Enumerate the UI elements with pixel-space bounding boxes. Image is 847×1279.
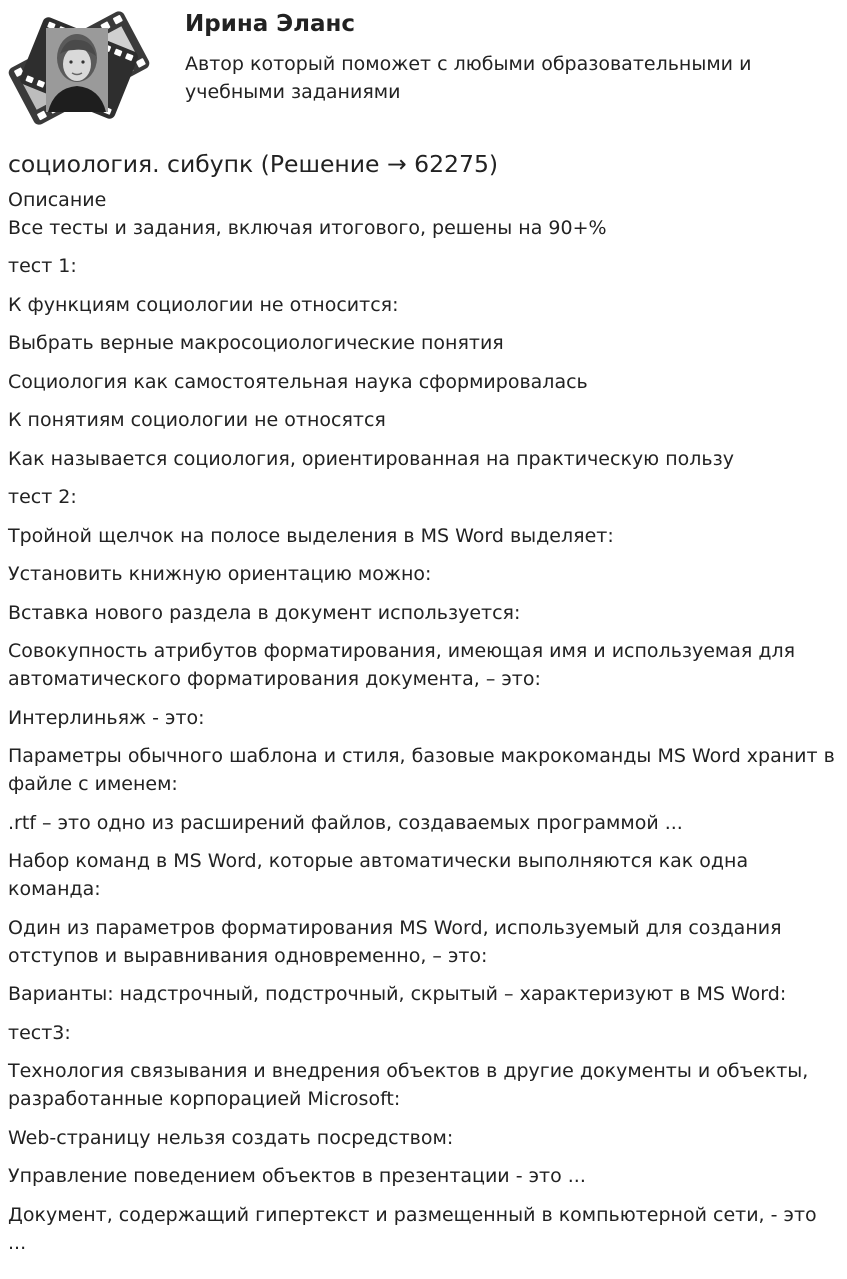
content-line: К функциям социологии не относится: xyxy=(8,293,399,316)
content-line: Один из параметров форматирования MS Word, используемый для создания отступов и выравнивания одновременно, – это: xyxy=(8,916,782,967)
film-strip-portrait-icon[interactable] xyxy=(8,8,150,128)
content-line: тест3: xyxy=(8,1021,71,1044)
content-line: Web-страницу нельзя создать посредством: xyxy=(8,1126,454,1149)
content-line: Документ, содержащий гипертекст и размещенный в компьютерной сети, - это ... xyxy=(8,1203,817,1254)
content-line: Вставка нового раздела в документ используется: xyxy=(8,601,521,624)
content-line: Технология связывания и внедрения объектов в другие документы и объекты, разработанные корпорацией Microsoft: xyxy=(8,1060,809,1110)
content-line: Как называется социология, ориентированная на практическую пользу xyxy=(8,447,734,470)
author-name[interactable]: Ирина Эланс xyxy=(185,11,356,37)
content-line: К понятиям социологии не относятся xyxy=(8,409,386,431)
content-list xyxy=(8,252,840,1257)
content-line: тест 1: xyxy=(8,255,77,277)
content-line: Управление поведением объектов в презентации - это ... xyxy=(8,1165,586,1187)
author-description: Автор который поможет с любыми образовательными и учебными заданиями xyxy=(185,53,752,103)
main-content xyxy=(8,147,840,1267)
content-line: Социология как самостоятельная наука сформировалась xyxy=(8,370,588,393)
content-line: Интерлиньяж - это: xyxy=(8,706,205,729)
content-line: Совокупность атрибутов форматирования, имеющая имя и используемая для автоматического форматирования документа, – это: xyxy=(8,640,796,690)
content-line: Набор команд в MS Word, которые автоматически выполняются как одна команда: xyxy=(8,850,749,900)
author-header xyxy=(0,0,847,135)
content-line: Выбрать верные макросоциологические понятия xyxy=(8,332,504,354)
content-line: .rtf – это одно из расширений файлов, создаваемых программой ... xyxy=(8,811,683,834)
content-line: тест 2: xyxy=(8,486,77,508)
content-line: Варианты: надстрочный, подстрочный, скрытый – характеризуют в MS Word: xyxy=(8,983,787,1005)
content-line: Параметры обычного шаблона и стиля, базовые макрокоманды MS Word хранит в файле с именем: xyxy=(8,745,835,795)
page-title: социология. сибупк (Решение → 62275) xyxy=(8,150,499,178)
section-label-description: Описание xyxy=(8,189,107,211)
content-line: Тройной щелчок на полосе выделения в MS Word выделяет: xyxy=(8,524,614,547)
content-line: Установить книжную ориентацию можно: xyxy=(8,563,432,585)
summary-text: Все тесты и задания, включая итогового, решены на 90+% xyxy=(8,217,607,239)
